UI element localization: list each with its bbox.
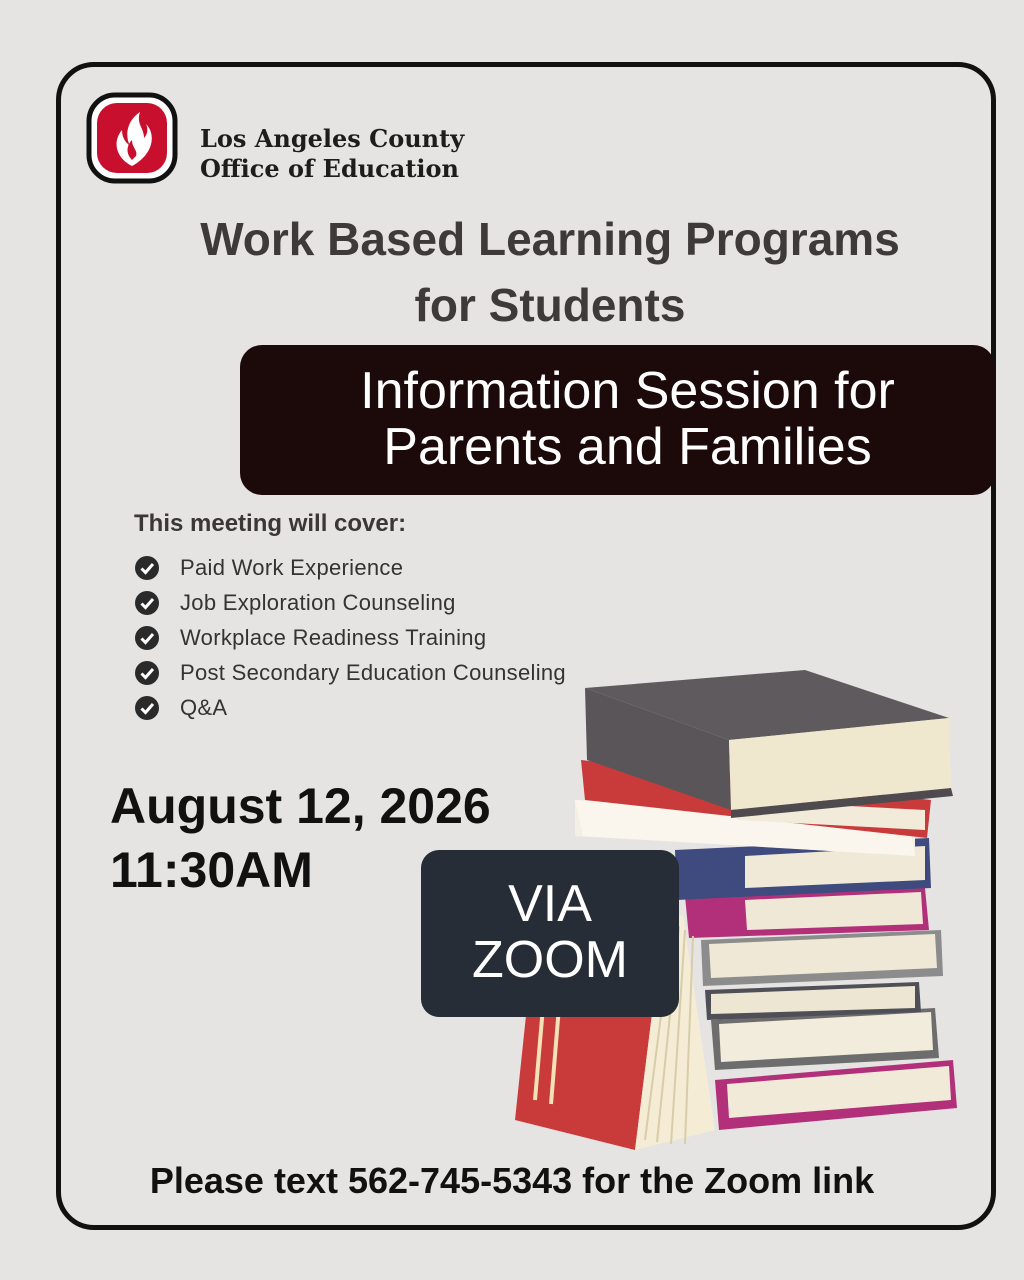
- check-circle-icon: [134, 695, 160, 721]
- organization-name: [200, 124, 464, 184]
- session-banner: [240, 345, 995, 495]
- coverage-item-label: Job Exploration Counseling: [180, 589, 456, 615]
- flame-logo-icon: [86, 92, 178, 184]
- list-item: [134, 690, 566, 725]
- page-title: [0, 206, 1024, 338]
- check-circle-icon: [134, 625, 160, 651]
- list-item: [134, 655, 566, 690]
- coverage-list: [134, 550, 566, 725]
- zoom-badge: [421, 850, 679, 1017]
- coverage-item-label: Q&A: [180, 694, 228, 720]
- title-line-2: for Students: [414, 279, 686, 331]
- event-date: August 12, 2026: [110, 778, 491, 834]
- zoom-line-1: VIA: [508, 875, 592, 933]
- zoom-line-2: ZOOM: [472, 931, 628, 989]
- org-line-2: Office of Education: [200, 154, 459, 183]
- list-item: [134, 585, 566, 620]
- contact-footer: Please text 562-745-5343 for the Zoom link: [149, 1160, 875, 1201]
- coverage-item-label: Workplace Readiness Training: [180, 624, 487, 650]
- banner-line-2: Parents and Families: [383, 418, 872, 476]
- coverage-item-label: Paid Work Experience: [180, 554, 404, 580]
- check-circle-icon: [134, 590, 160, 616]
- title-line-1: Work Based Learning Programs: [200, 213, 900, 265]
- org-line-1: Los Angeles County: [200, 124, 465, 153]
- list-item: [134, 620, 566, 655]
- banner-line-1: Information Session for: [360, 362, 895, 420]
- check-circle-icon: [134, 555, 160, 581]
- check-circle-icon: [134, 660, 160, 686]
- coverage-heading: This meeting will cover:: [134, 510, 407, 537]
- event-time: 11:30AM: [110, 842, 313, 898]
- coverage-item-label: Post Secondary Education Counseling: [180, 659, 566, 685]
- list-item: [134, 550, 566, 585]
